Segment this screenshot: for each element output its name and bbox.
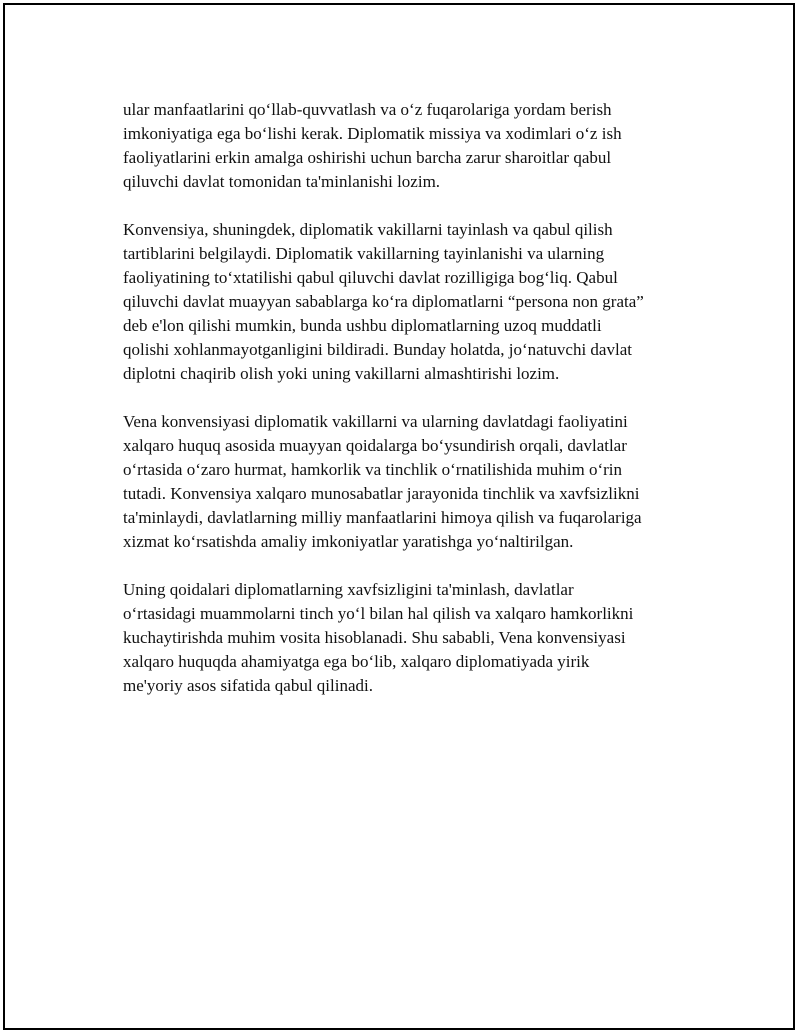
paragraph-2: Konvensiya, shuningdek, diplomatik vakillarni tayinlash va qabul qilish tartiblarini belgilaydi. Diplomatik vakillarning tayinlanishi va ularning faoliyatining to‘xtatilishi qabul qiluvchi davlat rozilligiga bog‘liq. Qabul qiluvchi davlat muayyan sabablarga ko‘ra diplomatlarni “persona non grata” deb e'lon qilishi mumkin, bunda ushbu diplomatlarning uzoq muddatli qolishi xohlanmayotganligini bildiradi. Bunday holatda, jo‘natuvchi davlat diplotni chaqirib olish yoki uning vakillarni almashtirishi lozim. [123, 220, 644, 383]
document-body [123, 98, 693, 722]
paragraph-4: Uning qoidalari diplomatlarning xavfsizligini ta'minlash, davlatlar o‘rtasidagi muammolarni tinch yo‘l bilan hal qilish va xalqaro hamkorlikni kuchaytirishda muhim vosita hisoblanadi. Shu sababli, Vena konvensiyasi xalqaro huquqda ahamiyatga ega bo‘lib, xalqaro diplomatiyada yirik me'yoriy asos sifatida qabul qilinadi. [123, 580, 634, 695]
paragraph-1: ular manfaatlarini qo‘llab-quvvatlash va o‘z fuqarolariga yordam berish imkoniyatiga ega bo‘lishi kerak. Diplomatik missiya va xodimlari o‘z ish faoliyatlarini erkin amalga oshirishi uchun barcha zarur sharoitlar qabul qiluvchi davlat tomonidan ta'minlanishi lozim. [123, 100, 622, 191]
document-page [3, 3, 795, 1030]
paragraph-3: Vena konvensiyasi diplomatik vakillarni va ularning davlatdagi faoliyatini xalqaro huquq asosida muayyan qoidalarga bo‘ysundirish orqali, davlatlar o‘rtasida o‘zaro hurmat, hamkorlik va tinchlik o‘rnatilishida muhim o‘rin tutadi. Konvensiya xalqaro munosabatlar jarayonida tinchlik va xavfsizlikni ta'minlaydi, davlatlarning milliy manfaatlarini himoya qilish va fuqarolariga xizmat ko‘rsatishda amaliy imkoniyatlar yaratishga yo‘naltirilgan. [123, 412, 642, 551]
